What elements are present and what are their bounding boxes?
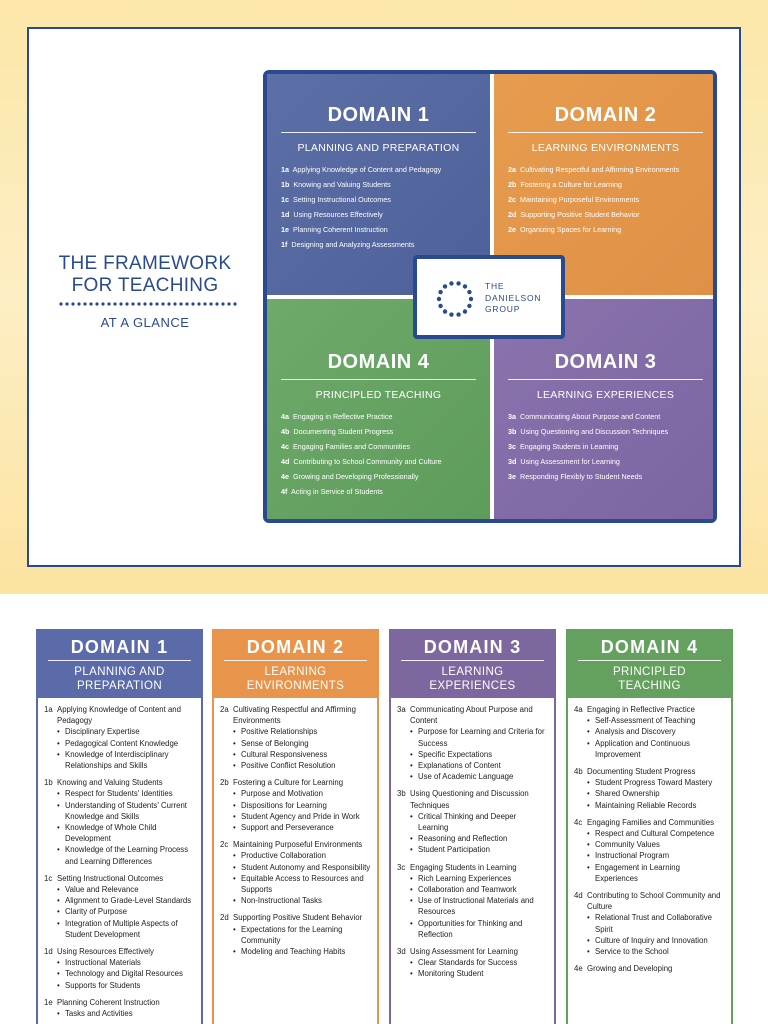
component-section [44, 704, 195, 771]
component-code: 4a [574, 705, 583, 714]
component-code: 1b [281, 180, 290, 189]
component-item [281, 454, 486, 469]
component-code: 2b [220, 778, 229, 788]
element-item: • Productive Collaboration [233, 850, 371, 861]
element-item: • Analysis and Discovery [587, 726, 725, 737]
element-item: • Expectations for the Learning Community [233, 924, 371, 946]
component-item [281, 192, 486, 207]
component-item [281, 237, 486, 252]
component-title: Using Questioning and Discussion Techniques [410, 789, 529, 810]
domain-2-title: DOMAIN 2 [554, 104, 657, 126]
component-section [220, 912, 371, 957]
component-heading [574, 963, 725, 974]
component-code: 2c [220, 840, 229, 850]
column-header [391, 631, 554, 698]
component-code: 2e [508, 225, 516, 234]
component-item [508, 409, 713, 424]
column-subtitle-line: EXPERIENCES [429, 679, 516, 692]
component-text: Acting in Service of Students [291, 487, 383, 496]
element-item: • Clarity of Purpose [57, 906, 195, 917]
component-text: Cultivating Respectful and Affirming Environments [520, 165, 680, 174]
domain-1-subtitle: PLANNING AND PREPARATION [297, 142, 460, 154]
column-subtitle [38, 666, 201, 693]
element-item: • Use of Instructional Materials and Resources [410, 895, 548, 917]
component-code: 1e [44, 997, 53, 1007]
component-item [508, 222, 713, 237]
column-body [214, 698, 377, 957]
component-item [508, 177, 713, 192]
component-code: 4e [281, 472, 289, 481]
element-item: • Engagement in Learning Experiences [587, 862, 725, 884]
component-text: Engaging in Reflective Practice [293, 412, 393, 421]
element-item: • Critical Thinking and Deeper Learning [410, 811, 548, 833]
element-item: • Collaboration and Teamwork [410, 884, 548, 895]
component-title: Setting Instructional Outcomes [57, 873, 164, 883]
component-section [574, 766, 725, 811]
domain-1-rule [281, 132, 476, 133]
component-code: 4d [574, 891, 583, 901]
component-text: Engaging Students in Learning [520, 442, 619, 451]
element-item: • Positive Relationships [233, 726, 371, 737]
component-code: 3b [397, 789, 406, 799]
component-heading [44, 777, 195, 788]
column-subtitle-line: TEACHING [618, 679, 681, 692]
component-code: 1c [281, 195, 289, 204]
component-heading [220, 839, 371, 850]
component-code: 4b [574, 767, 583, 777]
logo-dot [469, 297, 473, 301]
component-text: Using Assessment for Learning [520, 457, 620, 466]
domain-3-subtitle: LEARNING EXPERIENCES [536, 389, 675, 401]
element-list [44, 884, 195, 940]
component-section [220, 777, 371, 833]
element-list [44, 957, 195, 991]
component-item [281, 484, 486, 499]
component-heading [574, 766, 725, 777]
component-item [508, 207, 713, 222]
component-code: 3d [397, 947, 406, 957]
column-subtitle-line: PRINCIPLED [612, 666, 687, 678]
component-title: Cultivating Respectful and Affirming Environments [233, 705, 356, 726]
component-code: 1d [281, 210, 290, 219]
domain-3-title: DOMAIN 3 [554, 351, 657, 373]
component-text: Planning Coherent Instruction [293, 225, 388, 234]
component-item [281, 177, 486, 192]
component-code: 1e [281, 225, 289, 234]
component-heading [397, 862, 548, 873]
logo-dot [467, 304, 471, 308]
element-item: • Community Values [587, 839, 725, 850]
component-code: 4c [281, 442, 289, 451]
element-item: • Pedagogical Content Knowledge [57, 738, 195, 749]
element-item: • Rich Learning Experiences [410, 873, 548, 884]
component-heading [44, 946, 195, 957]
element-item: • Use of Academic Language [410, 771, 548, 782]
component-code: 2a [220, 705, 229, 714]
component-text: Setting Instructional Outcomes [293, 195, 391, 204]
component-text: Fostering a Culture for Learning [520, 180, 622, 189]
component-code: 1b [44, 778, 53, 788]
column-subtitle-line: PLANNING AND [74, 666, 165, 678]
component-code: 2d [508, 210, 517, 219]
component-code: 3b [508, 427, 517, 436]
component-title: Fostering a Culture for Learning [233, 778, 344, 788]
element-item: • Purpose and Motivation [233, 788, 371, 799]
component-text: Designing and Analyzing Assessments [291, 240, 415, 249]
element-item: • Relational Trust and Collaborative Spirit [587, 912, 725, 934]
component-code: 3d [508, 457, 517, 466]
component-code: 3c [508, 442, 516, 451]
column-subtitle [214, 666, 377, 693]
element-item: • Instructional Materials [57, 957, 195, 968]
component-text: Responding Flexibly to Student Needs [520, 472, 643, 481]
domain-3-component-list [508, 409, 713, 484]
component-code: 1c [44, 873, 53, 883]
component-text: Knowing and Valuing Students [293, 180, 391, 189]
component-item [281, 409, 486, 424]
component-text: Using Questioning and Discussion Techniques [520, 427, 669, 436]
element-item: • Technology and Digital Resources [57, 968, 195, 979]
component-title: Planning Coherent Instruction [57, 997, 160, 1007]
element-list [44, 726, 195, 771]
column-title: DOMAIN 2 [246, 637, 345, 657]
domain-1-column [36, 629, 203, 1024]
component-section [574, 817, 725, 884]
component-code: 2a [508, 165, 516, 174]
element-item: • Respect for Students' Identities [57, 788, 195, 799]
framework-subtitle: AT A GLANCE [100, 315, 190, 330]
component-heading [397, 788, 548, 810]
element-item: • Knowledge of the Learning Process and Learning Differences [57, 844, 195, 866]
domain-2-subtitle: LEARNING ENVIRONMENTS [531, 142, 680, 154]
logo-dot [463, 284, 467, 288]
component-code: 2b [508, 180, 517, 189]
component-code: 1f [281, 240, 288, 249]
element-item: • Explanations of Content [410, 760, 548, 771]
element-list [44, 1008, 195, 1019]
component-heading [220, 704, 371, 726]
component-heading [397, 704, 548, 726]
component-item [508, 162, 713, 177]
component-text: Using Resources Effectively [293, 210, 383, 219]
column-subtitle [391, 666, 554, 693]
component-section [574, 963, 725, 974]
component-item [508, 192, 713, 207]
element-item: • Maintaining Reliable Records [587, 800, 725, 811]
component-item [281, 162, 486, 177]
element-list [574, 828, 725, 884]
logo-dot [449, 312, 453, 316]
element-list [574, 777, 725, 811]
component-text: Organizing Spaces for Learning [520, 225, 622, 234]
element-list [397, 873, 548, 940]
column-rule [48, 660, 191, 661]
logo-dot [467, 290, 471, 294]
column-subtitle-line: LEARNING [264, 666, 327, 678]
element-list [220, 850, 371, 906]
dotted-divider [58, 302, 238, 306]
element-item: • Student Participation [410, 844, 548, 855]
component-section [397, 946, 548, 980]
component-section [397, 788, 548, 855]
element-item: • Instructional Program [587, 850, 725, 861]
element-item: • Service to the School [587, 946, 725, 957]
component-item [281, 424, 486, 439]
logo-dot [438, 304, 442, 308]
element-item: • Student Agency and Pride in Work [233, 811, 371, 822]
component-heading [574, 817, 725, 828]
column-rule [401, 660, 544, 661]
component-heading [220, 777, 371, 788]
element-item: • Purpose for Learning and Criteria for Success [410, 726, 548, 748]
element-list [574, 715, 725, 760]
element-list [397, 726, 548, 782]
element-item: • Shared Ownership [587, 788, 725, 799]
component-heading [220, 912, 371, 923]
logo-wordmark: THE DANIELSON GROUP [485, 281, 542, 314]
component-item [508, 454, 713, 469]
component-item [508, 469, 713, 484]
component-text: Contributing to School Community and Culture [293, 457, 442, 466]
element-item: • Clear Standards for Success [410, 957, 548, 968]
column-header [214, 631, 377, 698]
component-code: 4c [574, 817, 583, 827]
element-item: • Support and Perseverance [233, 822, 371, 833]
element-item: • Specific Expectations [410, 749, 548, 760]
element-list [44, 788, 195, 866]
component-code: 1a [44, 705, 53, 714]
component-code: 4d [281, 457, 290, 466]
component-title: Knowing and Valuing Students [57, 778, 163, 788]
component-code: 2c [508, 195, 516, 204]
element-item: • Opportunities for Thinking and Reflection [410, 918, 548, 940]
element-item: • Reasoning and Reflection [410, 833, 548, 844]
column-body [38, 698, 201, 1019]
domain-3-column [389, 629, 556, 1024]
column-body [391, 698, 554, 980]
component-title: Contributing to School Community and Culture [587, 891, 721, 912]
domain-4-column [566, 629, 733, 1024]
component-title: Communicating About Purpose and Content [410, 705, 533, 726]
element-list [574, 912, 725, 957]
column-title: DOMAIN 1 [70, 637, 169, 657]
element-item: • Culture of Inquiry and Innovation [587, 935, 725, 946]
component-title: Documenting Student Progress [587, 767, 696, 777]
component-title: Growing and Developing [587, 964, 673, 974]
component-title: Using Resources Effectively [57, 947, 154, 957]
component-text: Supporting Positive Student Behavior [520, 210, 640, 219]
component-heading [44, 873, 195, 884]
column-subtitle-line: ENVIRONMENTS [246, 679, 345, 692]
domain-4-title: DOMAIN 4 [327, 351, 430, 373]
element-item: • Respect and Cultural Competence [587, 828, 725, 839]
component-title: Applying Knowledge of Content and Pedagogy [57, 705, 181, 726]
domain-3-rule [508, 379, 703, 380]
component-text: Growing and Developing Professionally [293, 472, 419, 481]
domain-4-component-list [281, 409, 486, 499]
column-rule [578, 660, 721, 661]
element-item: • Non-Instructional Tasks [233, 895, 371, 906]
component-section [220, 704, 371, 771]
element-item: • Tasks and Activities [57, 1008, 195, 1019]
component-heading [397, 946, 548, 957]
logo-dot [456, 281, 460, 285]
component-code: 4e [574, 964, 583, 974]
domain-1-component-list [281, 162, 486, 252]
component-code: 3e [508, 472, 516, 481]
logo-dot [443, 284, 447, 288]
component-text: Communicating About Purpose and Content [520, 412, 661, 421]
element-item: • Disciplinary Expertise [57, 726, 195, 737]
component-section [397, 862, 548, 940]
component-code: 1a [281, 165, 289, 174]
component-text: Maintaining Purposeful Environments [520, 195, 640, 204]
element-item: • Student Progress Toward Mastery [587, 777, 725, 788]
element-item: • Self-Assessment of Teaching [587, 715, 725, 726]
component-code: 4b [281, 427, 290, 436]
component-text: Engaging Families and Communities [293, 442, 411, 451]
component-heading [44, 704, 195, 726]
domain-2-rule [508, 132, 703, 133]
component-text: Documenting Student Progress [293, 427, 394, 436]
component-section [574, 890, 725, 957]
component-title: Maintaining Purposeful Environments [233, 840, 363, 850]
column-subtitle-line: LEARNING [441, 666, 504, 678]
logo-dot [438, 290, 442, 294]
domain-2-component-list [508, 162, 713, 237]
framework-title: THE FRAMEWORK FOR TEACHING [58, 253, 232, 296]
logo-dot [463, 309, 467, 313]
component-code: 1d [44, 947, 53, 957]
component-heading [574, 704, 725, 715]
element-item: • Equitable Access to Resources and Supports [233, 873, 371, 895]
element-item: • Positive Conflict Resolution [233, 760, 371, 771]
domain-1-title: DOMAIN 1 [327, 104, 430, 126]
element-list [220, 924, 371, 958]
danielson-group-logo [413, 255, 565, 339]
column-header [38, 631, 201, 698]
logo-dot [443, 309, 447, 313]
component-section [397, 704, 548, 782]
component-text: Applying Knowledge of Content and Pedagogy [292, 165, 442, 174]
element-item: • Integration of Multiple Aspects of Student Development [57, 918, 195, 940]
domain-4-rule [281, 379, 476, 380]
component-section [44, 873, 195, 940]
element-item: • Understanding of Students' Current Knowledge and Skills [57, 800, 195, 822]
element-item: • Cultural Responsiveness [233, 749, 371, 760]
component-title: Supporting Positive Student Behavior [233, 913, 363, 923]
component-item [508, 424, 713, 439]
component-title: Engaging Families and Communities [587, 817, 714, 827]
element-list [397, 957, 548, 979]
domain-4-subtitle: PRINCIPLED TEACHING [315, 389, 442, 401]
component-item [508, 439, 713, 454]
component-code: 4f [281, 487, 288, 496]
element-item: • Supports for Students [57, 980, 195, 991]
component-item [281, 439, 486, 454]
logo-dot [449, 281, 453, 285]
element-item: • Modeling and Teaching Habits [233, 946, 371, 957]
column-title: DOMAIN 4 [600, 637, 699, 657]
element-item: • Application and Continuous Improvement [587, 738, 725, 760]
column-header [568, 631, 731, 698]
component-item [281, 222, 486, 237]
column-subtitle [568, 666, 731, 693]
element-list [220, 788, 371, 833]
element-item: • Dispositions for Learning [233, 800, 371, 811]
component-section [574, 704, 725, 760]
element-list [220, 726, 371, 771]
component-section [44, 946, 195, 991]
element-item: • Knowledge of Whole Child Development [57, 822, 195, 844]
component-section [44, 997, 195, 1019]
component-code: 4a [281, 412, 289, 421]
component-item [281, 469, 486, 484]
component-heading [574, 890, 725, 912]
component-section [44, 777, 195, 867]
dot-ring-icon [435, 279, 475, 319]
component-code: 3a [397, 705, 406, 714]
column-subtitle-line: PREPARATION [76, 679, 163, 692]
component-code: 3a [508, 412, 516, 421]
component-title: Engaging in Reflective Practice [587, 705, 695, 714]
element-item: • Student Autonomy and Responsibility [233, 862, 371, 873]
column-rule [224, 660, 367, 661]
element-list [397, 811, 548, 856]
component-title: Using Assessment for Learning [410, 947, 518, 957]
component-item [281, 207, 486, 222]
component-heading [44, 997, 195, 1008]
column-body [568, 698, 731, 974]
element-item: • Knowledge of Interdisciplinary Relationships and Skills [57, 749, 195, 771]
component-code: 2d [220, 913, 229, 923]
element-item: • Monitoring Student [410, 968, 548, 979]
domain-2-column [212, 629, 379, 1024]
element-item: • Alignment to Grade-Level Standards [57, 895, 195, 906]
logo-dot [437, 297, 441, 301]
column-title: DOMAIN 3 [423, 637, 522, 657]
component-code: 3c [397, 862, 406, 872]
element-item: • Value and Relevance [57, 884, 195, 895]
component-section [220, 839, 371, 906]
component-title: Engaging Students in Learning [410, 862, 517, 872]
element-item: • Sense of Belonging [233, 738, 371, 749]
logo-dot [456, 312, 460, 316]
